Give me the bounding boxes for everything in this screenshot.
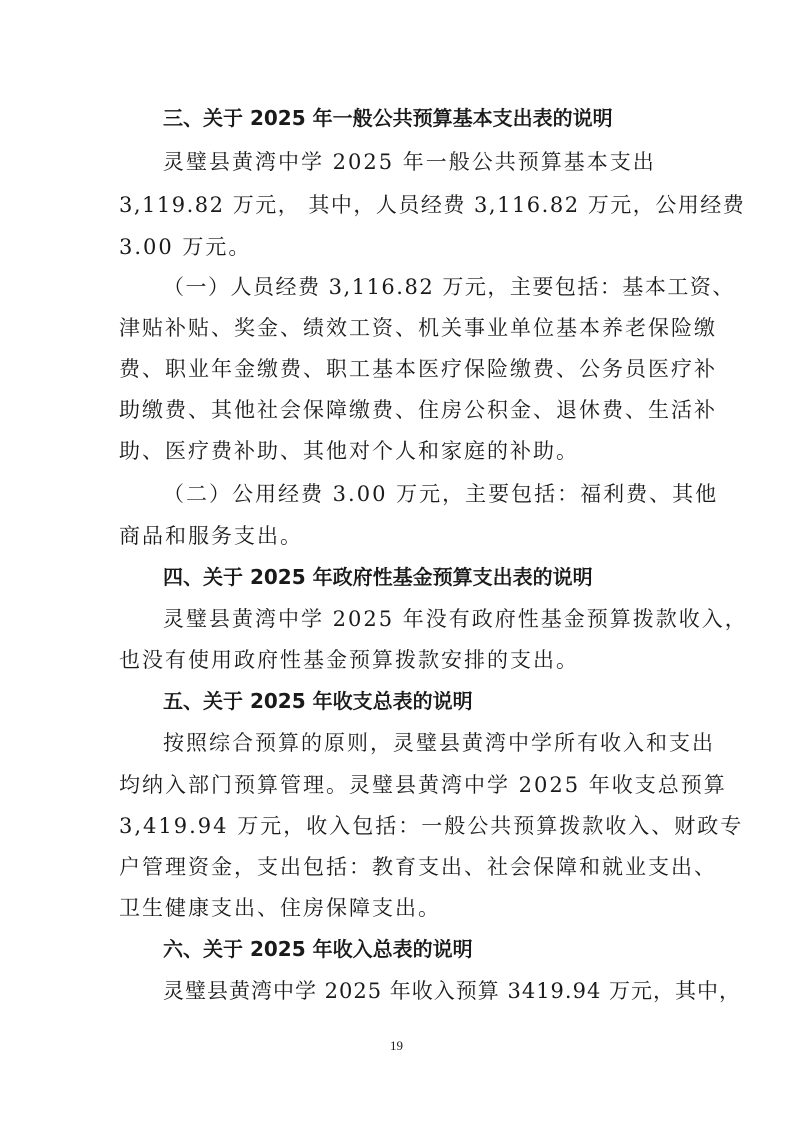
paragraph-line: 助缴费、其他社会保障缴费、住房公积金、退休费、生活补 <box>119 398 717 422</box>
page-number: 19 <box>390 1038 403 1053</box>
section-heading-5: 五、关于 2025 年收支总表的说明 <box>163 689 473 713</box>
paragraph-line: 卫生健康支出、住房保障支出。 <box>119 896 441 920</box>
paragraph-line: 助、医疗费补助、其他对个人和家庭的补助。 <box>119 439 579 463</box>
section-heading-3: 三、关于 2025 年一般公共预算基本支出表的说明 <box>163 106 613 130</box>
paragraph-line: 津贴补贴、奖金、绩效工资、机关事业单位基本养老保险缴 <box>119 316 717 340</box>
paragraph-line: 商品和服务支出。 <box>119 524 303 548</box>
paragraph-line: 3.00 万元。 <box>119 235 252 259</box>
paragraph-line: （二）公用经费 3.00 万元，主要包括：福利费、其他 <box>163 482 719 506</box>
paragraph-line: （一）人员经费 3,116.82 万元，主要包括：基本工资、 <box>163 275 735 299</box>
section-heading-4: 四、关于 2025 年政府性基金预算支出表的说明 <box>163 565 593 589</box>
paragraph-line: 灵璧县黄湾中学 2025 年收入预算 3419.94 万元，其中， <box>163 979 741 1003</box>
paragraph-line: 3,119.82 万元， 其中，人员经费 3,116.82 万元，公用经费 <box>119 193 746 217</box>
section-heading-6: 六、关于 2025 年收入总表的说明 <box>163 937 473 961</box>
paragraph-line: 灵璧县黄湾中学 2025 年没有政府性基金预算拨款收入， <box>163 607 748 631</box>
paragraph-line: 费、职业年金缴费、职工基本医疗保险缴费、公务员医疗补 <box>119 357 717 381</box>
paragraph-line: 3,419.94 万元，收入包括：一般公共预算拨款收入、财政专 <box>119 814 744 838</box>
paragraph-line: 户管理资金，支出包括：教育支出、社会保障和就业支出、 <box>119 855 717 879</box>
paragraph-line: 按照综合预算的原则，灵璧县黄湾中学所有收入和支出 <box>163 731 715 755</box>
paragraph-line: 也没有使用政府性基金预算拨款安排的支出。 <box>119 648 579 672</box>
paragraph-line: 均纳入部门预算管理。灵璧县黄湾中学 2025 年收支总预算 <box>119 773 727 797</box>
paragraph-line: 灵璧县黄湾中学 2025 年一般公共预算基本支出 <box>163 150 656 174</box>
